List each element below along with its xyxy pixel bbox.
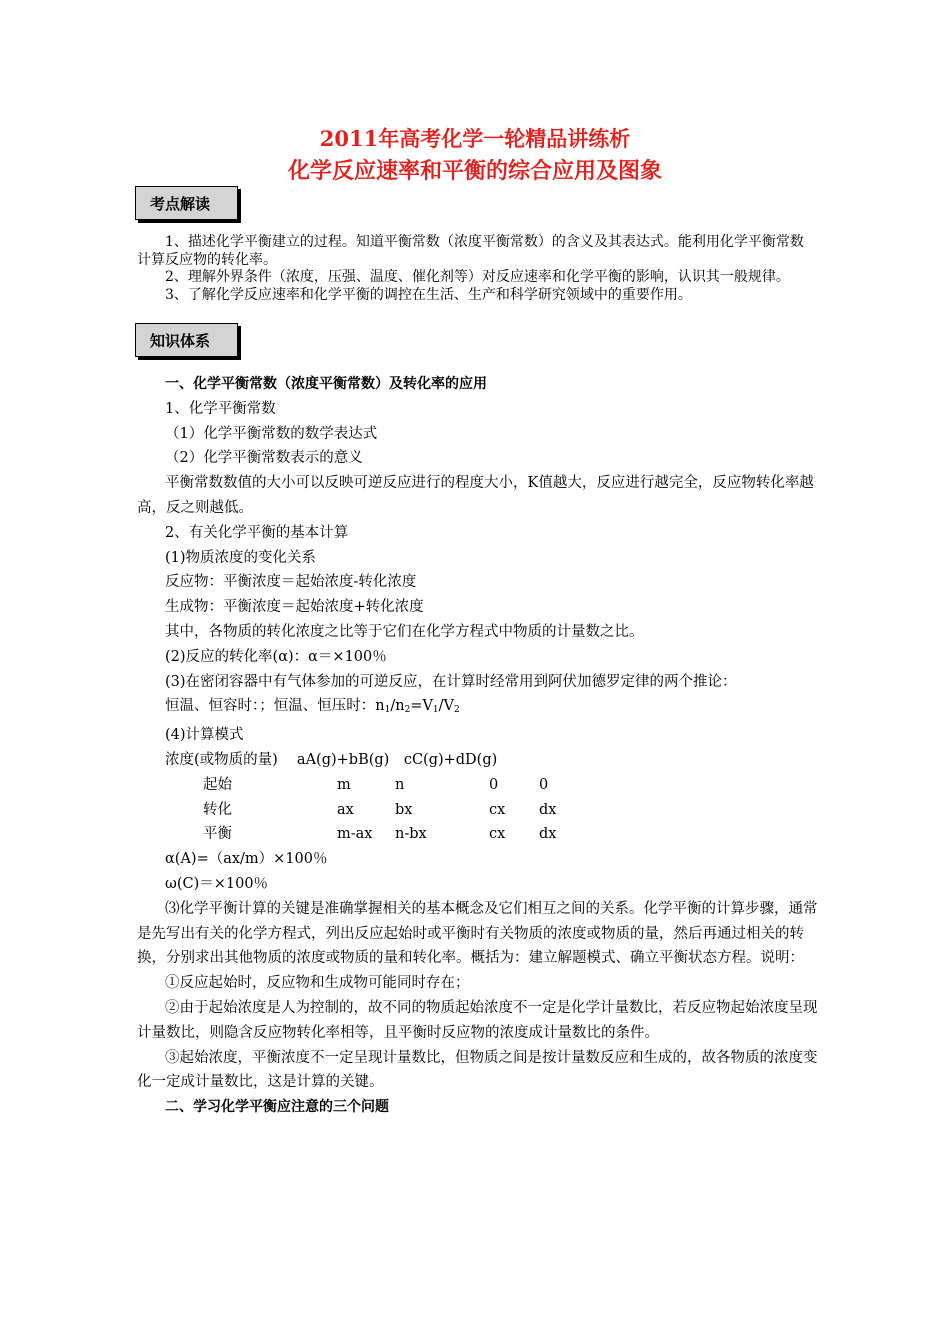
heading-2: 二、学习化学平衡应注意的三个问题: [165, 1099, 389, 1116]
calc-table-row: 起始 m n 0 0: [203, 776, 549, 793]
para: α(A)=（ax/m）×100％: [165, 851, 328, 868]
para: 1、化学平衡常数: [165, 400, 276, 417]
para: 生成物：平衡浓度＝起始浓度+转化浓度: [165, 599, 424, 616]
section-box-zhishi: 知识体系: [135, 323, 238, 357]
para: (2)反应的转化率(α)：α＝×100％: [165, 648, 387, 665]
para: 其中，各物质的转化浓度之比等于它们在化学方程式中物质的计量数之比。: [165, 623, 644, 640]
para: ③起始浓度，平衡浓度不一定呈现计量数比，但物质之间是按计量数反应和生成的，故各物质的浓度变化一定成计量数比，这是计算的关键。: [137, 1049, 818, 1091]
doc-title: 2011年高考化学一轮精品讲练析: [319, 126, 631, 151]
kaodian-content: [137, 234, 817, 304]
para: 浓度(或物质的量) aA(g)+bB(g) cC(g)+dD(g): [165, 751, 498, 768]
section-box-kaodian: 考点解读: [135, 186, 238, 220]
para: ⑶化学平衡计算的关键是准确掌握相关的基本概念及它们相互之间的关系。化学平衡的计算步骤，通常是先写出有关的化学方程式，列出反应起始时或平衡时有关物质的浓度或物质的量，然后再通过相关的转换，分别求出其他物质的浓度或物质的量和转化率。概括为：建立解题模式、确立平衡状态方程。说明：: [137, 900, 818, 967]
heading-1: 一、化学平衡常数（浓度平衡常数）及转化率的应用: [165, 376, 487, 392]
para: 反应物：平衡浓度＝起始浓度-转化浓度: [165, 574, 417, 591]
para: （2）化学平衡常数表示的意义: [165, 450, 363, 467]
avogadro-line: 恒温、恒容时：；恒温、恒压时：$n_1/n_2=V_1/V_2$: [165, 698, 460, 716]
para: （1）化学平衡常数的数学表达式: [165, 425, 378, 442]
knowledge-content: [137, 372, 825, 1120]
calc-table-row: 转化 ax bx cx dx: [203, 801, 557, 818]
para: (3)在密闭容器中有气体参加的可逆反应，在计算时经常用到阿伏加德罗定律的两个推论：: [165, 673, 737, 690]
para: ②由于起始浓度是人为控制的，故不同的物质起始浓度不一定是化学计量数比，若反应物起始浓度呈现计量数比，则隐含反应物转化率相等，且平衡时反应物的浓度成计量数比的条件。: [137, 999, 818, 1041]
doc-subtitle: 化学反应速率和平衡的综合应用及图象: [287, 158, 662, 184]
para: ①反应起始时，反应物和生成物可能同时存在；: [165, 975, 470, 992]
para: (1)物质浓度的变化关系: [165, 549, 317, 566]
kaodian-item-3: 3、了解化学反应速率和化学平衡的调控在生活、生产和科学研究领域中的重要作用。: [165, 286, 692, 303]
para: (4)计算模式: [165, 727, 244, 744]
para: 2、有关化学平衡的基本计算: [165, 524, 349, 541]
kaodian-item-1: 1、描述化学平衡建立的过程。知道平衡常数（浓度平衡常数）的含义及其表达式。能利用化学平衡常数计算反应物的转化率。: [137, 234, 804, 268]
para: 平衡常数数值的大小可以反映可逆反应进行的程度大小，K值越大，反应进行越完全，反应物转化率越高，反之则越低。: [137, 475, 814, 516]
calc-table-row: 平衡 m-ax n-bx cx dx: [203, 826, 557, 843]
kaodian-item-2: 2、理解外界条件（浓度，压强、温度、催化剂等）对反应速率和化学平衡的影响，认识其一般规律。: [165, 269, 790, 285]
para: ω(C)＝×100％: [165, 875, 269, 892]
